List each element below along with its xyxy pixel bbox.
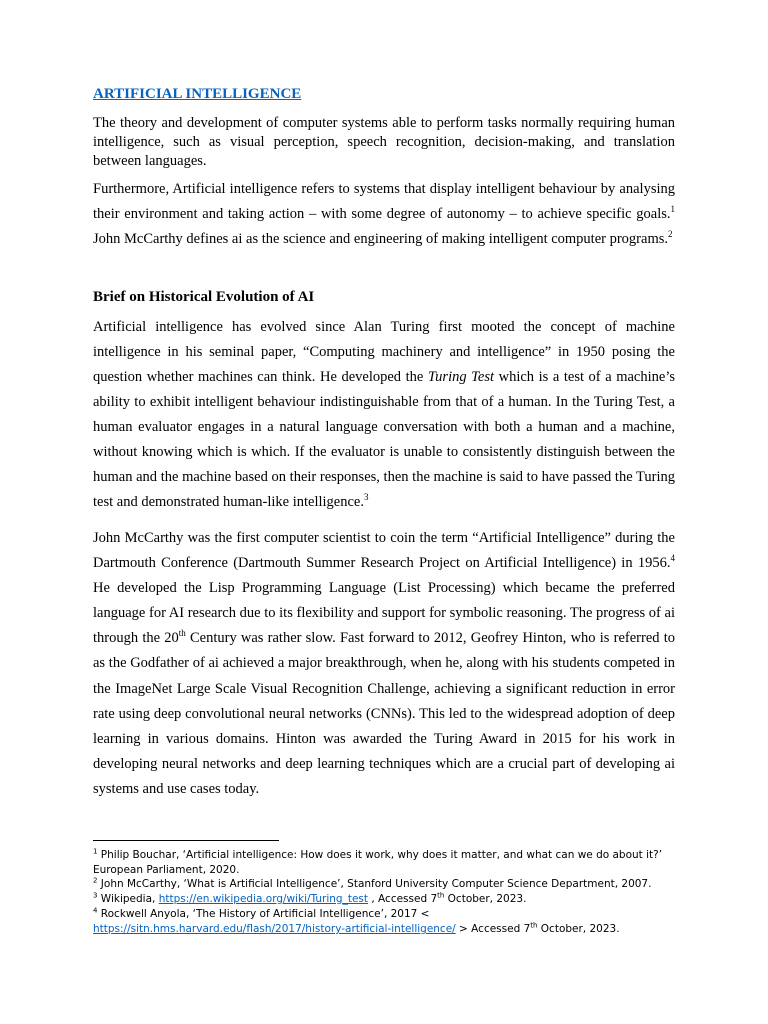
harvard-link[interactable]: https://sitn.hms.harvard.edu/flash/2017/history-artificial-intelligence/ <box>93 923 456 935</box>
footnote-number: 2 <box>93 876 98 885</box>
paragraph-text: Century was rather slow. Fast forward to 2012, Geofrey Hinton, who is referred to as the Godfather of ai achieved a major breakthrough, when he, along with his students competed in the ImageNet Large Scale Visual Recognition Challenge, achieving a significant reduction in error rate using deep convolutional neural networks (CNNs). This led to the widespread adoption of deep learning in various domains. Hinton was awarded the Turing Award in 2015 for his work in developing neural networks and deep learning techniques which are a crucial part of developing ai systems and use cases today. <box>93 630 675 797</box>
footnote-2 <box>93 877 693 892</box>
footnote-text: Rockwell Anyola, ‘The History of Artificial Intelligence’, 2017 < <box>97 908 430 920</box>
paragraph-text: John McCarthy defines ai as the science and engineering of making intelligent computer programs. <box>93 231 668 247</box>
footnote-number: 4 <box>93 906 98 915</box>
footnote-text: October, 2023. <box>444 893 527 905</box>
paragraph-turing <box>93 315 675 515</box>
footnote-text: Wikipedia, <box>97 893 159 905</box>
footnote-number: 1 <box>93 847 98 856</box>
footnote-ref-4[interactable]: 4 <box>670 553 675 564</box>
footnote-text: Philip Bouchar, ‘Artificial intelligence: How does it work, why does it matter, and what can we do about it?’ European Parliament, 2020. <box>93 849 663 876</box>
footnote-text: October, 2023. <box>537 923 620 935</box>
footnote-text: , Accessed 7 <box>368 893 438 905</box>
wikipedia-link[interactable]: https://en.wikipedia.org/wiki/Turing_test <box>158 893 369 905</box>
footnote-ref-3[interactable]: 3 <box>363 492 369 503</box>
ordinal-suffix: th <box>437 891 445 900</box>
footnote-4 <box>93 907 693 937</box>
footnote-ref-1[interactable]: 1 <box>670 204 675 215</box>
paragraph-text: John McCarthy was the first computer scientist to coin the term “Artificial Intelligence” during the Dartmouth Conference (Dartmouth Summer Research Project on Artificial Intelligence) in 1956. <box>93 530 675 572</box>
footnote-ref-2[interactable]: 2 <box>668 229 673 240</box>
paragraph-text: Artificial intelligence has evolved since Alan Turing first mooted the concept of machine intelligence in his seminal paper, “Computing machinery and intelligence” in 1950 posing the question whether machines can think. He developed the <box>93 319 675 385</box>
ordinal-suffix: th <box>178 628 186 639</box>
turing-test-italic: Turing Test <box>427 369 495 385</box>
paragraph-furthermore <box>93 177 675 252</box>
ordinal-suffix: th <box>530 921 538 930</box>
paragraph-text: Furthermore, Artificial intelligence refers to systems that display intelligent behaviour by analysing their environment and taking action – with some degree of autonomy – to achieve specific goals. <box>93 181 675 222</box>
paragraph-mccarthy <box>93 526 675 802</box>
paragraph-text: The theory and development of computer systems able to perform tasks normally requiring human intelligence, such as visual perception, speech recognition, decision-making, and translation between languages. <box>93 115 675 169</box>
paragraph-text: He developed the Lisp Programming Language (List Processing) which became the preferred language for AI research due to its flexibility and support for symbolic reasoning. The progress of ai through the 20 <box>93 580 675 647</box>
section-heading: Brief on Historical Evolution of AI <box>93 289 315 305</box>
footnote-number: 3 <box>93 891 98 900</box>
footnote-text: John McCarthy, ‘What is Artificial Intelligence’, Stanford University Computer Science Department, 2007. <box>97 878 652 890</box>
footnote-3 <box>93 892 693 907</box>
footnote-divider <box>93 840 279 841</box>
paragraph-text: which is a test of a machine’s ability to exhibit intelligent behaviour indistinguishable from that of a human. In the Turing Test, a human evaluator engages in a natural language conversation with both a human and a machine, without knowing which is which. If the evaluator is unable to consistently distinguish between the human and the machine based on their responses, then the machine is said to have passed the Turing test and demonstrated human-like intelligence. <box>93 369 676 510</box>
footnote-text: > Accessed 7 <box>455 923 531 935</box>
footnote-1 <box>93 848 693 878</box>
page-title: ARTIFICIAL INTELLIGENCE <box>93 86 302 102</box>
paragraph-definition <box>93 114 675 171</box>
